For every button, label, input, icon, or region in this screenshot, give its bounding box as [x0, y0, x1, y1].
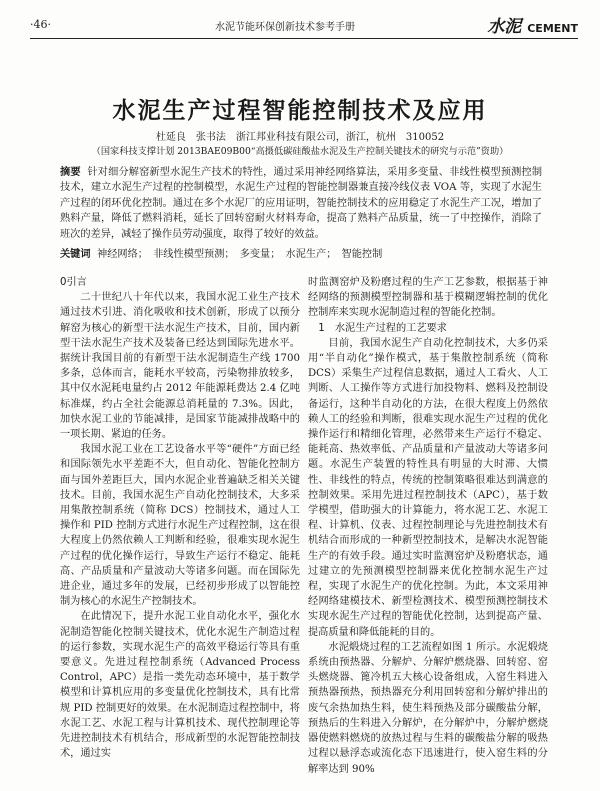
paragraph: 水泥煅烧过程的工艺流程如图 1 所示。水泥煅烧系统由预热器、分解炉、分解炉燃烧器、回转窑、窑头燃烧器、篦冷机五大核心设备组成，入窑生料进入预热器预热，预热器充分利用回转窑和分解炉排出的废气余热加热生料，使生料预热及部分碳酸盐分解，预热后的生料进入分解炉，在分解炉中，分解炉燃烧器使燃料燃烧的放热过程与生料的碳酸盐分解的吸热过程以悬浮态或流化态下迅速进行，使入窑生料的分解率达到 90% — [308, 641, 548, 775]
abstract-label: 摘要 — [60, 167, 81, 178]
brand-en: CEMENT — [527, 22, 578, 35]
journal-title: 水泥节能环保创新技术参考手册 — [215, 22, 355, 33]
abstract — [60, 165, 542, 242]
article-title: 水泥生产过程智能控制技术及应用 — [112, 98, 488, 124]
keywords-label: 关键词 — [60, 249, 91, 260]
paragraph-continued: 时监测窑炉及粉磨过程的生产工艺参数，根据基于神经网络的预测模型控制器和基于模糊逻辑控制的优化控制库来实现水泥制造过程的智能化控制。 — [308, 277, 548, 319]
paragraph: 二十世纪八十年代以来，我国水泥工业生产技术通过技术引进、消化吸收和技术创新，形成了以预分解窑为核心的新型干法水泥生产技术，目前，国内新型干法水泥生产技术及装备已经达到国际先进水平。据统计我国目前的有新型干法水泥制造生产线 1700 多条，总体而言，能耗水平较高，污染物排放较多，其中仅水泥耗电量约占 2012 年能源耗费达 2.4 亿吨标准煤，约占全社会能源总消耗量的 7.3%。因此，加快水泥工业的节能减排，是国家节能减排战略中的一项长期、紧迫的任务。 — [60, 292, 300, 441]
keywords-text: 神经网络； 非线性模型预测； 多变量； 水泥生产； 智能控制 — [97, 249, 383, 260]
right-column — [308, 275, 548, 777]
paragraph: 我国水泥工业在工艺设备水平等“硬件”方面已经和国际领先水平差距不大，但自动化、智能化控制方面与国外差距巨大，国内水泥企业普遍缺乏相关关键技术。目前，我国水泥生产自动化控制技术，大多采用集散控制系统（简称 DCS）控制技术，通过人工操作和 PID 控制方式进行水泥生产过程控制，这在很大程度上仍然依赖人工判断和经验，很难实现水泥生产过程的优化操作运行，导致生产运行不稳定、能耗高、产品质量和产量波动大等诸多问题。而在国际先进企业，通过多年的发展，已经初步形成了以智能控制为核心的水泥生产控制技术。 — [60, 444, 300, 608]
section-1-heading: 1 水泥生产过程的工艺要求 — [318, 322, 447, 334]
brand-logo — [487, 12, 578, 37]
keywords — [60, 245, 542, 260]
page-number: ·46· — [30, 18, 51, 31]
section-0-heading: 0引言 — [60, 277, 87, 288]
abstract-text: 针对细分解窑新型水泥生产技术的特性，通过采用神经网络算法，采用多变量、非线性模型预测控制技术，建立水泥生产过程的控制模型，水泥生产过程的智能控制器兼直接冷线仪表 VOA 等，实现了水泥生产过程的闭环优化控制。通过在多个水泥厂的应用证明，智能控制技术的应用稳定了水泥生产工况，增加了熟料产量，降低了燃料消耗，延长了回转窑耐火材料寿命，提高了熟料产品质量，统一了中控操作，消除了班次的差异，减轻了操作员劳动强度，取得了较好的效益。 — [60, 167, 543, 240]
page-header — [30, 12, 578, 39]
left-column — [60, 275, 300, 762]
funding-note: （国家科技支撑计划 2013BAE09B00“高摄低碳硅酸盐水泥及生产控制关键技术的研究与示范”资助） — [91, 146, 509, 157]
paragraph: 目前，我国水泥生产自动化控制技术，大多仍采用“半自动化”操作模式，基于集散控制系统（简称 DCS）采集生产过程信息数据，通过人工看火、人工判断、人工操作等方式进行加投物料、燃料及控制设备运行，这种半自动化的方法，在很大程度上仍然依赖人工的经验和判断，很难实现水泥生产过程的优化操作运行和精细化管理，必然带来生产运行不稳定、能耗高、热效率低、产品质量和产量波动大等诸多问题。水泥生产装置的特性具有明显的大时滞、大惯性、非线性的特点，传统的控制策略很难达到满意的控制效果。采用先进过程控制技术（APC），基于数学模型，借助强大的计算能力，将水泥工艺、水泥工程、计算机、仪表、过程控制理论与先进控制技术有机结合而形成的一种新型控制技术，是解决水泥智能生产的有效手段。通过实时监测窑炉及粉磨状态，通过建立的先预测模型控制器来优化控制水泥生产过程，实现了水泥生产的优化控制。为此，本文采用神经网络建模技术、新型检测技术、模型预测控制技术实现水泥生产过程的智能优化控制，达到提高产量、提高质量和降低能耗的目的。 — [308, 337, 548, 638]
paragraph: 在此情况下，提升水泥工业自动化水平，强化水泥制造智能化控制关键技术，优化水泥生产制造过程的运行参数，实现水泥生产的高效平稳运行等具有重要意义。先进过程控制系统（Advanced Process Control，APC）是指一类先动态环境中，基于数学模型和计算机应用的多变量优化控制技术，具有比常规 PID 控制更好的效果。在水泥制造过程控制中，将水泥工艺、水泥工程与计算机技术、现代控制理论等先进控制技术有机结合，形成新型的水泥智能控制技术，通过实 — [60, 611, 300, 760]
article-authors: 杜延良 张书法 浙江邦业科技有限公司，浙江，杭州 310052 — [155, 132, 445, 143]
brand-cn: 水泥 — [487, 17, 522, 37]
